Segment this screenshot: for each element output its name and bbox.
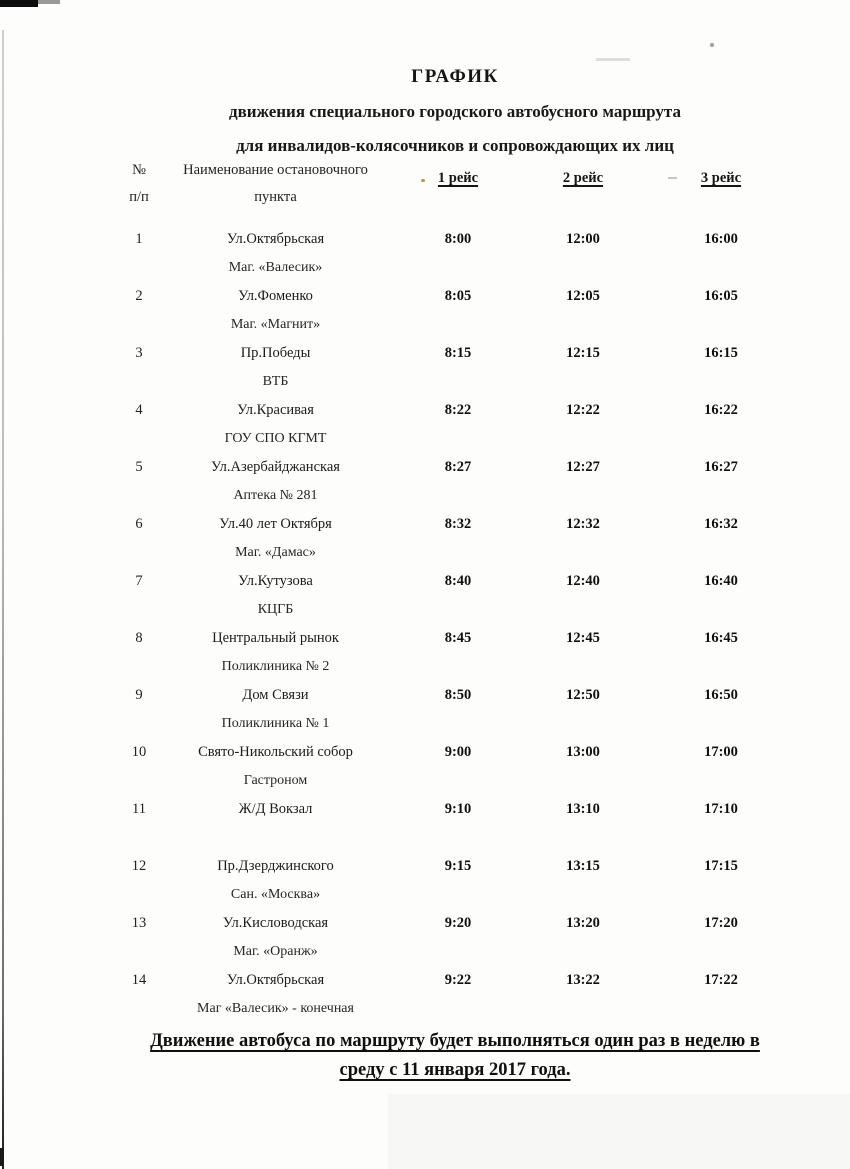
footer-note-line-2: среду с 11 января 2017 года.: [339, 1060, 571, 1080]
trip2-time: 12:15: [566, 345, 600, 361]
header-trip-3: 3 рейс: [700, 170, 742, 186]
scan-edge-artifact: [2, 30, 4, 1169]
stop-name: Пр.Победы: [240, 345, 311, 361]
title-block: [60, 66, 850, 156]
schedule-rows: [110, 230, 810, 1028]
row-number: 2: [135, 288, 143, 304]
trip2-time: 12:45: [566, 630, 600, 646]
scan-edge-artifact: [38, 0, 60, 4]
header-trip-1: 1 рейс: [437, 170, 479, 186]
row-number: 4: [135, 402, 143, 418]
row-number-cell: [110, 458, 168, 515]
scan-speck-artifact: [710, 43, 714, 47]
stop-landmark: Аптека № 281: [233, 488, 318, 503]
trip1-time: 8:27: [444, 459, 472, 475]
trip3-time: 17:20: [704, 915, 738, 931]
stop-name: Ул.Фоменко: [238, 288, 313, 304]
table-row: [110, 572, 810, 629]
row-number: 6: [135, 516, 143, 532]
trip3-time: 16:40: [704, 573, 738, 589]
stop-cell: [168, 401, 383, 458]
trip2-time: 12:50: [566, 687, 600, 703]
stop-cell: [168, 686, 383, 743]
row-number-cell: [110, 743, 168, 800]
trip1-time: 9:20: [444, 915, 472, 931]
trip1-time: 8:05: [444, 288, 472, 304]
table-row: [110, 971, 810, 1028]
trip3-time: 17:22: [704, 972, 738, 988]
stop-name: Дом Связи: [242, 687, 309, 703]
stop-cell: [168, 743, 383, 800]
trip1-cell: [383, 800, 533, 857]
trip2-cell: [533, 458, 633, 515]
stop-cell: [168, 230, 383, 287]
table-row: [110, 800, 810, 857]
trip1-time: 9:10: [444, 801, 472, 817]
table-row: [110, 344, 810, 401]
row-number: 7: [135, 573, 143, 589]
row-number: 12: [131, 858, 147, 874]
trip2-time: 13:22: [566, 972, 600, 988]
trip3-cell: [633, 572, 809, 629]
trip3-time: 16:45: [704, 630, 738, 646]
trip1-time: 8:50: [444, 687, 472, 703]
trip2-cell: [533, 287, 633, 344]
stop-name: Ул.Октябрьская: [226, 231, 325, 247]
trip2-time: 12:22: [566, 402, 600, 418]
document-subtitle-1: движения специального городского автобусного маршрута: [229, 102, 681, 121]
row-number-cell: [110, 515, 168, 572]
stop-cell: [168, 287, 383, 344]
stop-landmark: ВТБ: [262, 374, 289, 389]
stop-name: Ул.Октябрьская: [226, 972, 325, 988]
stop-cell: [168, 515, 383, 572]
trip1-cell: [383, 230, 533, 287]
trip1-cell: [383, 857, 533, 914]
stop-landmark: ГОУ СПО КГМТ: [224, 431, 327, 446]
row-number: 10: [131, 744, 147, 760]
row-number: 3: [135, 345, 143, 361]
stop-cell: [168, 800, 383, 857]
trip2-time: 12:00: [566, 231, 600, 247]
table-row: [110, 914, 810, 971]
trip3-cell: [633, 857, 809, 914]
trip3-cell: [633, 401, 809, 458]
stop-name: Центральный рынок: [212, 630, 339, 646]
trip3-time: 17:15: [704, 858, 738, 874]
row-number: 1: [135, 231, 143, 247]
trip1-cell: [383, 914, 533, 971]
trip3-time: 16:22: [704, 402, 738, 418]
trip1-cell: [383, 458, 533, 515]
trip3-cell: [633, 800, 809, 857]
trip1-cell: [383, 629, 533, 686]
stop-name: Ул.Азербайджанская: [211, 459, 340, 475]
stop-name: Ул.Кисловодская: [222, 915, 329, 931]
trip1-cell: [383, 743, 533, 800]
stop-landmark: Маг. «Дамас»: [235, 545, 316, 560]
scan-edge-artifact: [0, 0, 38, 7]
stop-landmark: Поликлиника № 2: [221, 659, 330, 674]
stop-cell: [168, 629, 383, 686]
row-number: 13: [131, 915, 147, 931]
trip1-cell: [383, 401, 533, 458]
scan-shade-artifact: [388, 1094, 850, 1169]
table-row: [110, 515, 810, 572]
stop-name: Ул.Красивая: [237, 402, 314, 418]
document-subtitle-2: для инвалидов-колясочников и сопровождающих их лиц: [236, 136, 674, 155]
table-header: [110, 163, 810, 230]
trip2-time: 13:00: [566, 744, 600, 760]
trip2-cell: [533, 629, 633, 686]
stop-name: Ул.40 лет Октября: [219, 516, 332, 532]
stop-cell: [168, 458, 383, 515]
row-number-cell: [110, 800, 168, 857]
stop-cell: [168, 971, 383, 1028]
trip2-time: 12:40: [566, 573, 600, 589]
stop-landmark: Маг «Валесик» - конечная: [197, 1001, 354, 1016]
stop-landmark: КЦГБ: [257, 602, 294, 617]
trip1-time: 8:32: [444, 516, 472, 532]
stop-name: Ж/Д Вокзал: [238, 801, 313, 817]
trip1-cell: [383, 572, 533, 629]
trip2-cell: [533, 743, 633, 800]
trip3-time: 17:00: [704, 744, 738, 760]
row-number: 11: [132, 801, 146, 817]
trip2-cell: [533, 800, 633, 857]
stop-cell: [168, 857, 383, 914]
trip2-cell: [533, 914, 633, 971]
trip1-cell: [383, 287, 533, 344]
trip2-cell: [533, 572, 633, 629]
scan-edge-artifact: [0, 1148, 4, 1166]
row-number-cell: [110, 857, 168, 914]
trip3-time: 16:50: [704, 687, 738, 703]
trip2-time: 12:27: [566, 459, 600, 475]
trip3-time: 17:10: [704, 801, 738, 817]
trip1-time: 9:15: [444, 858, 472, 874]
row-number-cell: [110, 287, 168, 344]
row-number-cell: [110, 572, 168, 629]
row-number: 8: [135, 630, 143, 646]
trip3-cell: [633, 458, 809, 515]
trip2-cell: [533, 230, 633, 287]
trip2-cell: [533, 971, 633, 1028]
header-number-column: № п/п: [129, 162, 149, 205]
stop-landmark: Сан. «Москва»: [230, 887, 321, 902]
trip1-time: 8:45: [444, 630, 472, 646]
trip2-time: 12:05: [566, 288, 600, 304]
stop-cell: [168, 344, 383, 401]
row-number-cell: [110, 686, 168, 743]
table-row: [110, 230, 810, 287]
stop-name: Свято-Никольский собор: [198, 744, 353, 760]
table-row: [110, 287, 810, 344]
trip3-time: 16:32: [704, 516, 738, 532]
row-number: 14: [131, 972, 147, 988]
trip2-cell: [533, 401, 633, 458]
schedule-table: [110, 163, 810, 1028]
trip2-time: 12:32: [566, 516, 600, 532]
header-stop-name-column: Наименование остановочного пункта: [183, 162, 368, 205]
trip3-cell: [633, 971, 809, 1028]
trip2-cell: [533, 344, 633, 401]
trip2-cell: [533, 686, 633, 743]
trip1-time: 8:40: [444, 573, 472, 589]
table-row: [110, 686, 810, 743]
trip3-cell: [633, 344, 809, 401]
row-number-cell: [110, 914, 168, 971]
stop-landmark: Гастроном: [243, 773, 308, 788]
trip3-time: 16:27: [704, 459, 738, 475]
trip2-cell: [533, 857, 633, 914]
trip3-cell: [633, 629, 809, 686]
trip1-time: 9:00: [444, 744, 472, 760]
stop-landmark: Маг. «Оранж»: [233, 944, 318, 959]
trip2-time: 13:20: [566, 915, 600, 931]
trip1-cell: [383, 971, 533, 1028]
stop-name: Ул.Кутузова: [238, 573, 313, 589]
row-number: 9: [135, 687, 143, 703]
table-row: [110, 401, 810, 458]
table-row: [110, 458, 810, 515]
trip1-time: 8:00: [444, 231, 472, 247]
stop-cell: [168, 914, 383, 971]
stop-landmark: Маг. «Магнит»: [230, 317, 321, 332]
header-trip-2: 2 рейс: [562, 170, 604, 186]
trip2-time: 13:15: [566, 858, 600, 874]
trip1-cell: [383, 515, 533, 572]
trip3-time: 16:05: [704, 288, 738, 304]
trip1-time: 8:15: [444, 345, 472, 361]
stop-landmark: Маг. «Валесик»: [228, 260, 323, 275]
trip3-cell: [633, 743, 809, 800]
scan-speck-artifact: [596, 58, 630, 61]
table-row: [110, 743, 810, 800]
trip1-cell: [383, 344, 533, 401]
trip3-cell: [633, 914, 809, 971]
trip1-time: 8:22: [444, 402, 472, 418]
trip1-time: 9:22: [444, 972, 472, 988]
stop-landmark: Поликлиника № 1: [221, 716, 330, 731]
row-number: 5: [135, 459, 143, 475]
document-title: ГРАФИК: [411, 66, 499, 87]
row-number-cell: [110, 344, 168, 401]
trip3-time: 16:00: [704, 231, 738, 247]
table-row: [110, 629, 810, 686]
footer-note: [60, 1027, 850, 1085]
stop-cell: [168, 572, 383, 629]
trip3-cell: [633, 230, 809, 287]
trip2-cell: [533, 515, 633, 572]
footer-note-line-1: Движение автобуса по маршруту будет выполняться один раз в неделю в: [150, 1031, 760, 1051]
trip3-time: 16:15: [704, 345, 738, 361]
trip3-cell: [633, 515, 809, 572]
trip3-cell: [633, 686, 809, 743]
row-number-cell: [110, 230, 168, 287]
stop-name: Пр.Дзерджинского: [217, 858, 334, 874]
trip3-cell: [633, 287, 809, 344]
trip1-cell: [383, 686, 533, 743]
trip2-time: 13:10: [566, 801, 600, 817]
row-number-cell: [110, 971, 168, 1028]
table-row: [110, 857, 810, 914]
row-number-cell: [110, 629, 168, 686]
row-number-cell: [110, 401, 168, 458]
